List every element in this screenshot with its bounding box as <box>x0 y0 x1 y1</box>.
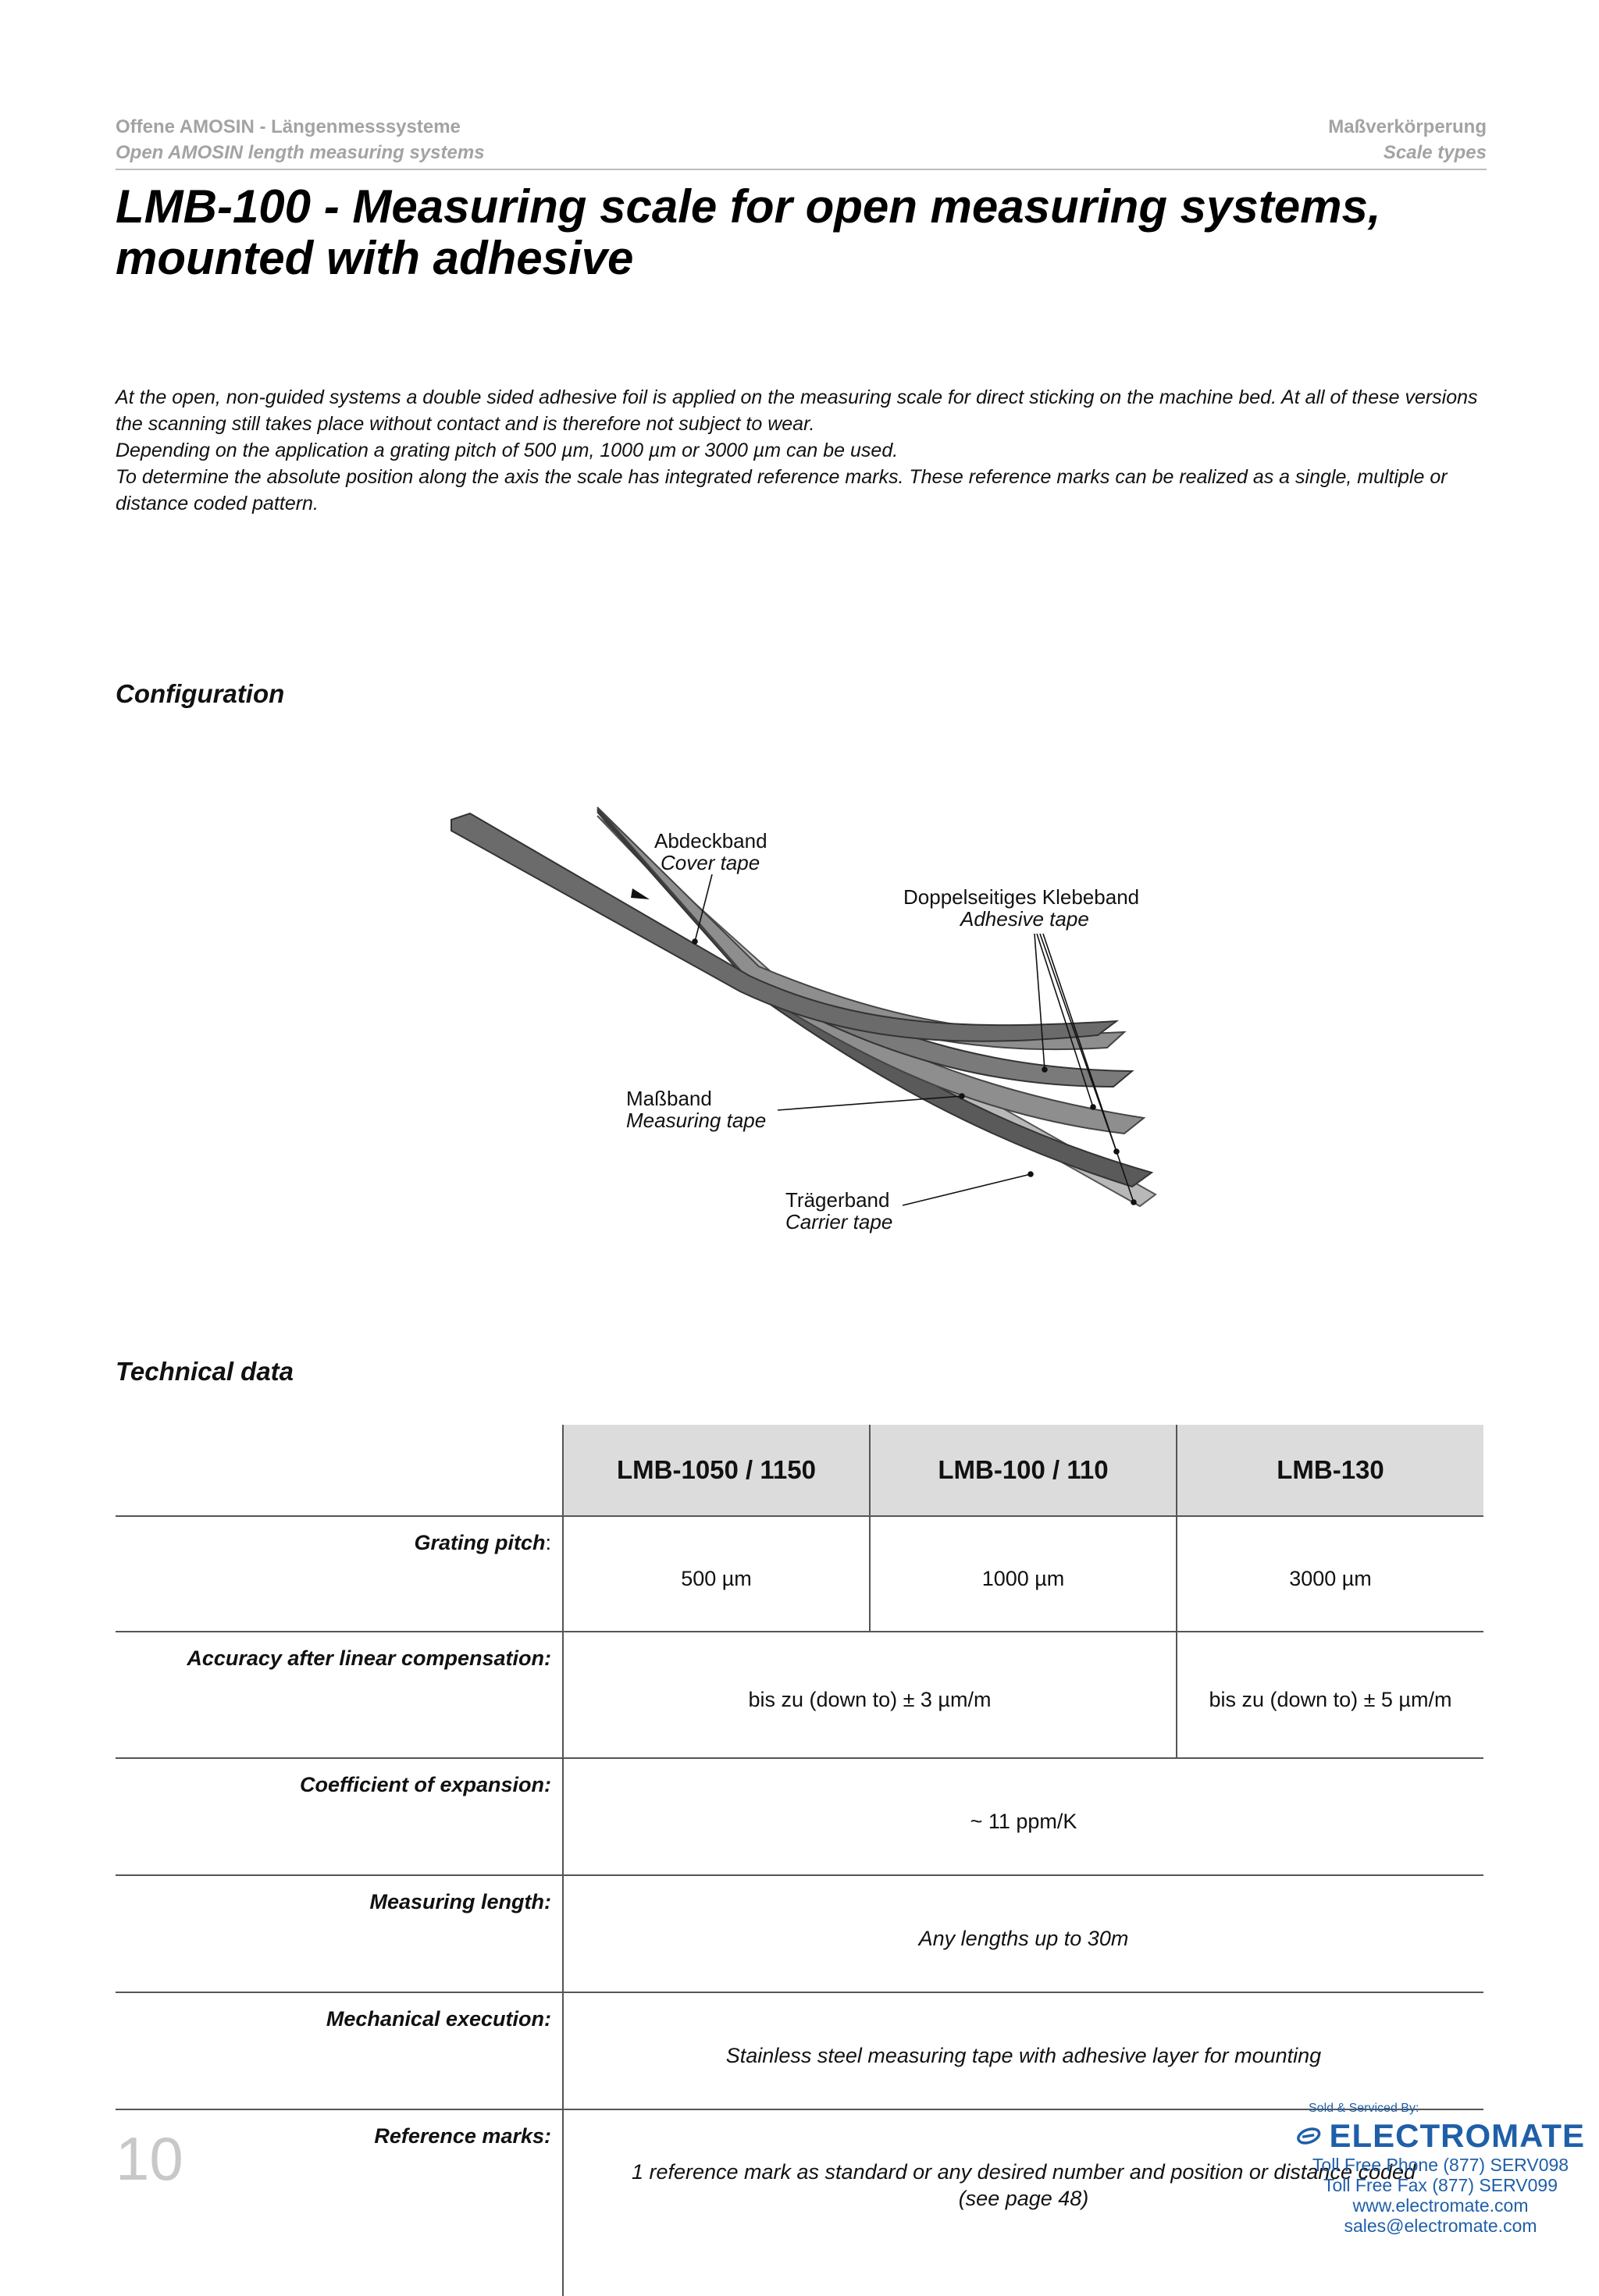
fax-line: Toll Free Fax (877) SERV099 <box>1323 2175 1558 2195</box>
page-number: 10 <box>116 2124 183 2193</box>
header-right-line1: Maßverkörperung <box>1328 116 1487 137</box>
intro-text <box>116 384 1490 517</box>
header-left <box>116 114 485 166</box>
label-measuring-en: Measuring tape <box>626 1109 767 1132</box>
row-label-accuracy: Accuracy after linear compensation: <box>116 1632 563 1758</box>
grating-pitch-value-1: 500 µm <box>563 1516 870 1632</box>
tape-layer-diagram <box>437 796 1218 1249</box>
label-adhesive-en: Adhesive tape <box>960 907 1089 931</box>
label-cover-de: Abdeckband <box>654 829 767 853</box>
table-row <box>116 1875 1483 1992</box>
label-carrier-en: Carrier tape <box>785 1210 893 1233</box>
technical-data-table <box>116 1425 1483 2296</box>
table-header-row <box>116 1425 1483 1516</box>
table-header-blank <box>116 1425 563 1516</box>
header-right-line2: Scale types <box>1383 142 1487 163</box>
page-title <box>116 181 1521 284</box>
table-row <box>116 1516 1483 1632</box>
reference-value-line1: 1 reference mark as standard or any desired number and position or distance coded <box>631 2160 1416 2184</box>
technical-heading: Technical data <box>116 1357 294 1386</box>
column-header-3: LMB-130 <box>1177 1425 1483 1516</box>
table-row <box>116 1992 1483 2109</box>
table-row <box>116 2109 1483 2296</box>
mechanical-value: Stainless steel measuring tape with adhesive layer for mounting <box>563 1992 1483 2109</box>
row-label-measuring-length: Measuring length: <box>116 1875 563 1992</box>
measuring-length-value: Any lengths up to 30m <box>563 1875 1483 1992</box>
accuracy-value-a: bis zu (down to) ± 3 µm/m <box>563 1632 1177 1758</box>
website-link[interactable]: www.electromate.com <box>1352 2195 1529 2216</box>
grating-pitch-label: Grating pitch <box>414 1531 546 1554</box>
intro-paragraph-2: Depending on the application a grating pitch of 500 µm, 1000 µm or 3000 µm can be used. <box>116 440 899 461</box>
page-title-line2: mounted with adhesive <box>116 232 634 284</box>
column-header-1: LMB-1050 / 1150 <box>563 1425 870 1516</box>
grating-pitch-value-3: 3000 µm <box>1177 1516 1483 1632</box>
accuracy-value-b: bis zu (down to) ± 5 µm/m <box>1177 1632 1483 1758</box>
electromate-logo-icon <box>1296 2120 1321 2152</box>
expansion-value: ~ 11 ppm/K <box>563 1758 1483 1875</box>
row-label-mechanical: Mechanical execution: <box>116 1992 563 2109</box>
sold-by-label: Sold & Serviced By: <box>1309 2102 1419 2115</box>
label-adhesive-de: Doppelseitiges Klebeband <box>903 885 1140 909</box>
intro-paragraph-3: To determine the absolute position along the axis the scale has integrated reference marks. These reference marks can be realized as a single, multiple or distance coded pattern. <box>116 466 1448 514</box>
brand-row <box>1296 2117 1585 2155</box>
label-carrier-de: Trägerband <box>785 1188 890 1212</box>
header-left-line2: Open AMOSIN length measuring systems <box>116 142 485 163</box>
label-cover-en: Cover tape <box>661 851 760 874</box>
row-label-expansion: Coefficient of expansion: <box>116 1758 563 1875</box>
label-measuring-de: Maßband <box>626 1087 712 1110</box>
grating-pitch-colon: : <box>545 1531 551 1554</box>
column-header-2: LMB-100 / 110 <box>870 1425 1177 1516</box>
brand-name: ELECTROMATE <box>1329 2117 1585 2154</box>
page-title-line1: LMB-100 - Measuring scale for open measuring systems, <box>116 180 1381 233</box>
header-right <box>1328 114 1487 166</box>
configuration-heading: Configuration <box>116 679 285 708</box>
header-divider <box>116 169 1487 170</box>
reference-value-line2: (see page 48) <box>958 2187 1089 2210</box>
phone-line: Toll Free Phone (877) SERV098 <box>1312 2155 1569 2175</box>
row-label-reference: Reference marks: <box>116 2109 563 2296</box>
table-row <box>116 1758 1483 1875</box>
grating-pitch-value-2: 1000 µm <box>870 1516 1177 1632</box>
table-row <box>116 1632 1483 1758</box>
header-left-line1: Offene AMOSIN - Längenmesssysteme <box>116 116 461 137</box>
reference-mark-icon <box>631 888 650 899</box>
intro-paragraph-1: At the open, non-guided systems a double sided adhesive foil is applied on the measuring scale for direct sticking on the machine bed. At all of these versions the scanning still takes place without contact and is therefore not subject to wear. <box>116 386 1478 435</box>
seller-block <box>1296 2102 1585 2236</box>
row-label-grating-pitch <box>116 1516 563 1632</box>
email-link[interactable]: sales@electromate.com <box>1344 2216 1537 2236</box>
